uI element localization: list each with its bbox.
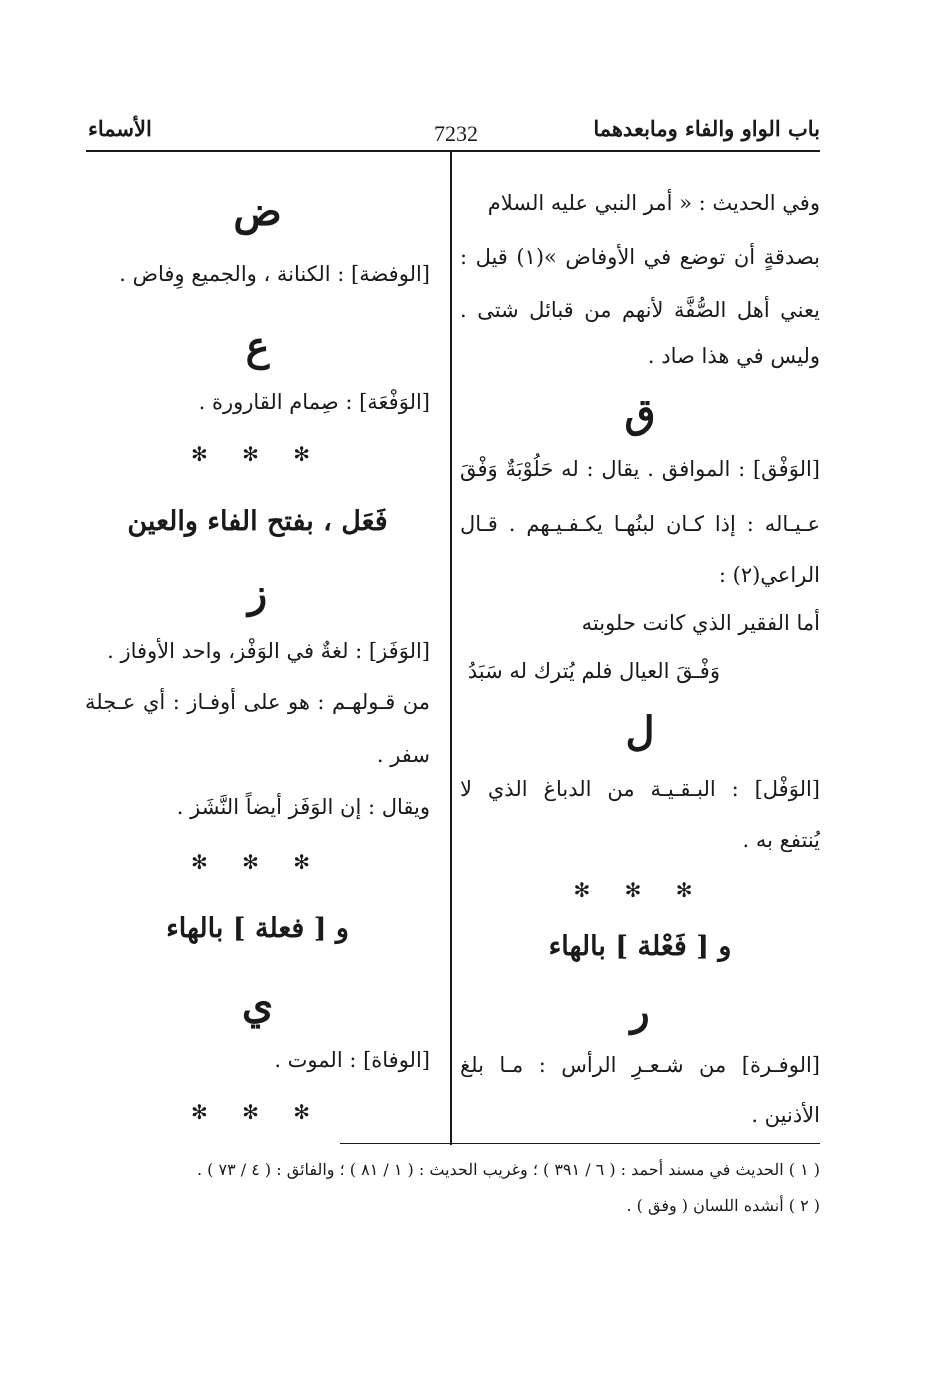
footnote-rule [340, 1143, 820, 1144]
entry-wafl: [الوَفْل] : البـقـيـة من الدباغ الذي لا [460, 777, 820, 801]
entry-wafda: [الوفضة] : الكنانة ، والجميع وِفاض . [119, 262, 430, 286]
letter-heading-ayn: ع [245, 323, 270, 370]
text-line: يُنتفع به . [742, 828, 820, 852]
footnote-2: ( ٢ ) أنشده اللسان ( وفق ) . [626, 1196, 820, 1215]
verse-line-1: أما الفقير الذي كانت حلوبته [581, 611, 820, 635]
entry-wafq: [الوَفْق] : الموافق . يقال : له حَلُوْبَةٌ وَفْقَ [460, 457, 820, 481]
entry-wafat: [الوفاة] : الموت . [274, 1048, 430, 1072]
header-rule [86, 150, 820, 152]
section-heading: فَعَل ، بفتح الفاء والعين [127, 506, 388, 537]
section-title: باب الواو والفاء ومابعدهما [593, 116, 820, 141]
entry-wafaz: [الوَفَز] : لغةٌ في الوَفْز، واحد الأوفاز . [107, 639, 430, 663]
letter-heading-dad: ض [233, 188, 282, 235]
text-line: الراعي(٢) : [718, 563, 820, 587]
footnote-1: ( ١ ) الحديث في مسند أحمد : ( ٦ / ٣٩١ ) ؛ وغريب الحديث : ( ١ / ٨١ ) ؛ والفائق : ( ٤ / ٧٣ ) . [196, 1160, 820, 1179]
text-line: الأذنين . [751, 1103, 820, 1127]
entry-waf'a: [الوَفْعَة] : صِمام القارورة . [198, 390, 430, 414]
entry-wafra: [الوفـرة] من شـعـرِ الرأس : مـا بلغ [460, 1053, 820, 1077]
verse-line-2: وَفْـقَ العيال فلم يُترك له سَبَدُ [467, 659, 720, 683]
separator-stars: ✻ ✻ ✻ [191, 850, 324, 874]
text-line: وليس في هذا صاد . [647, 344, 820, 368]
text-line: بصدقةٍ أن توضع في الأوفاض »(١) قيل : [460, 245, 820, 269]
page-number: 7232 [434, 121, 478, 146]
text-line: من قـولهـم : هو على أوفـاز : أي عـجلة [85, 690, 430, 714]
separator-stars: ✻ ✻ ✻ [191, 442, 324, 466]
letter-heading-qaf: ق [624, 390, 656, 437]
column-divider [450, 150, 452, 1145]
text-line: سفر . [376, 743, 430, 767]
letter-heading-ra: ر [630, 988, 650, 1035]
chapter-title: الأسماء [88, 116, 152, 141]
letter-heading-ya: ي [241, 981, 274, 1028]
letter-heading-lam: ل [625, 708, 655, 755]
separator-stars: ✻ ✻ ✻ [573, 878, 707, 902]
text-line: عـيـاله : إذا كـان لبنُهـا يكـفـيـهم . قـال [460, 512, 820, 536]
text-line: ويقال : إن الوَفَز أيضاً النَّشَز . [176, 795, 430, 819]
text-line: يعني أهل الصُّفَّة لأنهم من قبائل شتى . [460, 298, 820, 322]
separator-stars: ✻ ✻ ✻ [191, 1100, 324, 1124]
section-heading: و [ فعلة ] بالهاء [166, 913, 349, 944]
section-heading: و [ فَعْلة ] بالهاء [548, 931, 732, 962]
letter-heading-zay: ز [247, 570, 268, 617]
text-line: وفي الحديث : « أمر النبي عليه السلام [487, 191, 820, 215]
